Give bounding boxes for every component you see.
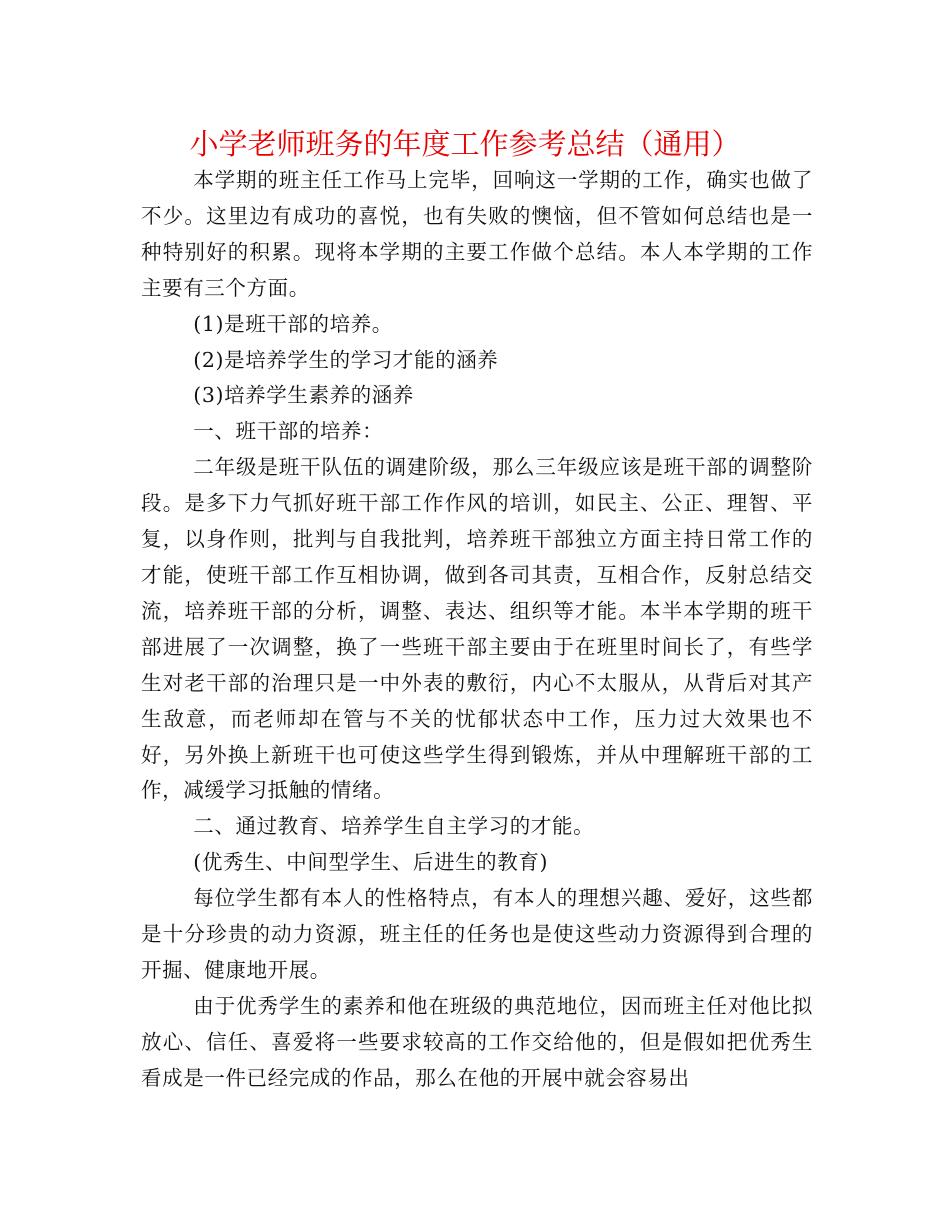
list-item-3: (3)培养学生素养的涵养 <box>193 383 415 408</box>
section-subheading: (优秀生、中间型学生、后进生的教育) <box>193 850 549 875</box>
document-body <box>141 163 813 1097</box>
section-heading-2: 二、通过教育、培养学生自主学习的才能。 <box>193 814 595 839</box>
paragraph-student-traits: 每位学生都有本人的性格特点，有本人的理想兴趣、爱好，这些都是十分珍贵的动力资源，班主任的任务也是使这些动力资源得到合理的开掘、健康地开展。 <box>141 886 813 982</box>
paragraph-excellent-students: 由于优秀学生的素养和他在班级的典范地位，因而班主任对他比拟放心、信任、喜爱将一些要求较高的工作交给他的，但是假如把优秀生看成是一件已经完成的作品，那么在他的开展中就会容易出 <box>141 993 813 1090</box>
list-item-1: (1)是班干部的培养。 <box>193 311 393 336</box>
paragraph-intro: 本学期的班主任工作马上完毕，回响这一学期的工作，确实也做了不少。这里边有成功的喜悦，也有失败的懊恼，但不管如何总结也是一种特别好的积累。现将本学期的主要工作做个总结。本人本学期的工作主要有三个方面。 <box>141 168 813 300</box>
document-title: 小学老师班务的年度工作参考总结（通用） <box>189 127 741 161</box>
section-heading-1: 一、班干部的培养： <box>193 419 384 444</box>
list-item-2: (2)是培养学生的学习才能的涵养 <box>193 347 499 372</box>
paragraph-class-cadres: 二年级是班干队伍的调建阶级，那么三年级应该是班干部的调整阶段。是多下力气抓好班干部工作作风的培训，如民主、公正、理智、平复，以身作则，批判与自我批判，培养班干部独立方面主持日常工作的才能，使班干部工作互相协调，做到各司其责，互相合作，反射总结交流，培养班干部的分析，调整、表达、组织等才能。本半本学期的班干部进展了一次调整，换了一些班干部主要由于在班里时间长了，有些学生对老干部的治理只是一中外表的敷衍，内心不太服从，从背后对其产生敌意，而老师却在管与不关的忧郁状态中工作，压力过大效果也不好，另外换上新班干也可使这些学生得到锻炼，并从中理解班干部的工作，减缓学习抵触的情绪。 <box>141 455 813 803</box>
